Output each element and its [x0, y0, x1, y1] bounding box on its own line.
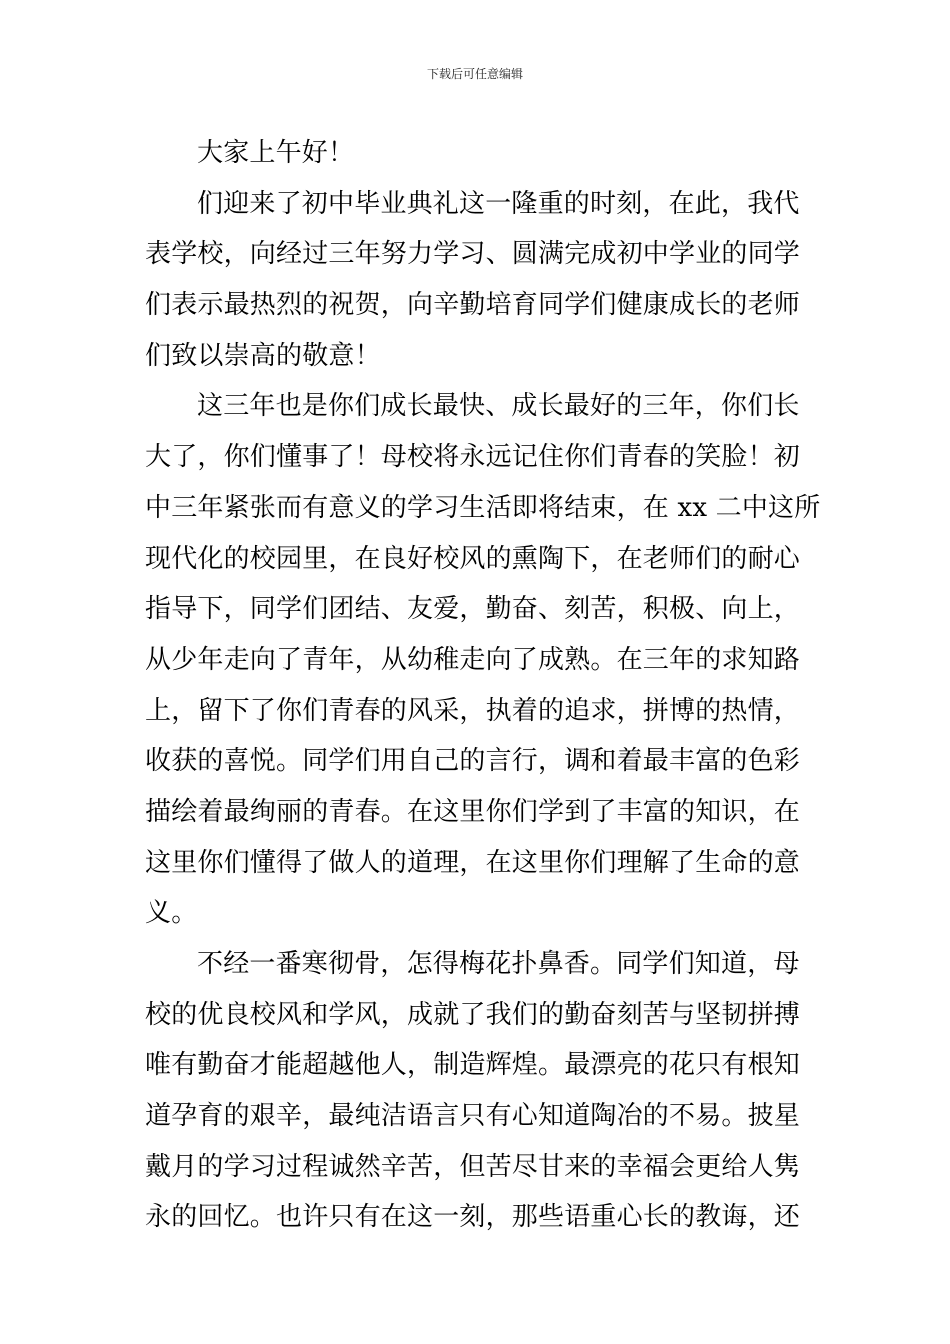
text-line: 校的优良校风和学风，成就了我们的勤奋刻苦与坚韧拼搏 [145, 999, 801, 1030]
text-line: 这三年也是你们成长最快、成长最好的三年，你们长 [197, 391, 800, 422]
text-line: 永的回忆。也许只有在这一刻，那些语重心长的教诲，还 [145, 1202, 801, 1233]
text-line: 上，留下了你们青春的风采，执着的追求，拼博的热情， [145, 695, 801, 726]
text-line: 不经一番寒彻骨，怎得梅花扑鼻香。同学们知道，母 [197, 949, 800, 979]
text-line: 这里你们懂得了做人的道理，在这里你们理解了生命的意 [145, 847, 801, 878]
text-line: 大家上午好！ [197, 138, 355, 168]
text-line: 表学校，向经过三年努力学习、圆满完成初中学业的同学 [145, 239, 801, 270]
speech-body [145, 128, 821, 1243]
text-line: 道孕育的艰辛，最纯洁语言只有心知道陶冶的不易。披星 [145, 1101, 801, 1132]
text-line: 从少年走向了青年，从幼稚走向了成熟。在三年的求知路 [145, 644, 801, 675]
text-line: 指导下，同学们团结、友爱，勤奋、刻苦，积极、向上， [145, 594, 801, 625]
text-line: 中三年紧张而有意义的学习生活即将结束，在 xx 二中这所 [145, 492, 821, 523]
text-line: 收获的喜悦。同学们用自己的言行，调和着最丰富的色彩 [145, 746, 801, 777]
page-header-note: 下载后可任意编辑 [426, 67, 523, 81]
text-line: 们迎来了初中毕业典礼这一隆重的时刻，在此，我代 [197, 188, 800, 219]
text-line: 描绘着最绚丽的青春。在这里你们学到了丰富的知识，在 [145, 796, 801, 827]
text-line: 戴月的学习过程诚然辛苦，但苦尽甘来的幸福会更给人隽 [145, 1151, 801, 1182]
text-line: 义。 [145, 898, 198, 929]
text-line: 们表示最热烈的祝贺，向辛勤培育同学们健康成长的老师 [145, 290, 801, 321]
text-line: 大了，你们懂事了！母校将永远记住你们青春的笑脸！初 [145, 442, 801, 473]
text-line: 现代化的校园里，在良好校风的熏陶下，在老师们的耐心 [145, 543, 801, 574]
text-line: 唯有勤奋才能超越他人，制造辉煌。最漂亮的花只有根知 [145, 1050, 801, 1081]
text-line: 们致以崇高的敬意！ [145, 340, 381, 371]
